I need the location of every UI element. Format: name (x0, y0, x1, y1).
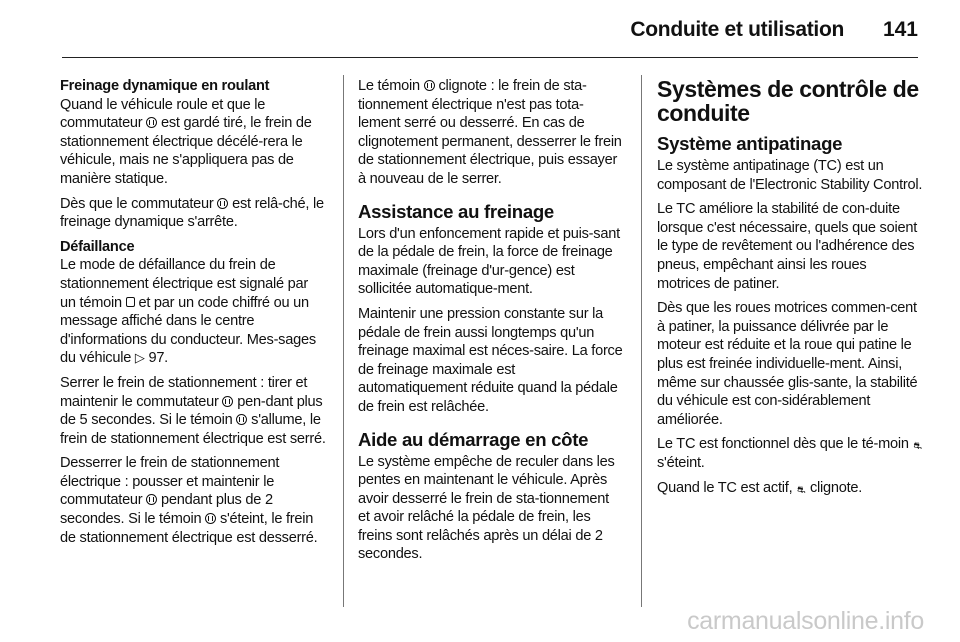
paragraph (60, 454, 326, 547)
paragraph: Dès que les roues motrices commen-cent à patiner, la puissance délivrée par le moteur est réduite et la roue qui patine le plus est freinée individuelle-ment. Ainsi, même sur chaussée glis-sante, la stabilité du véhicule est con-sidérablement améliorée. (657, 300, 918, 428)
parking-brake-icon (236, 414, 247, 425)
parking-brake-icon (424, 80, 435, 91)
text: s'éteint. (657, 454, 705, 471)
parking-brake-icon (146, 117, 157, 128)
paragraph (60, 195, 326, 232)
paragraph (358, 77, 624, 189)
paragraph (60, 77, 326, 189)
text: Le témoin (358, 78, 424, 94)
column-divider (641, 75, 642, 607)
text: Dès que le commutateur (60, 195, 218, 212)
column-middle (358, 77, 624, 570)
page-number: 141 (882, 18, 918, 41)
text: est gardé tiré, le frein de stationnement électrique décélé-rera le véhicule, mais ne s'appliquera pas de manière statique. (60, 115, 312, 187)
traction-control-icon: ⛐ (796, 484, 806, 496)
run-heading: Freinage dynamique en roulant (60, 78, 270, 94)
text: Le TC est fonctionnel dès que le té-moin (657, 436, 913, 453)
text: est relâ-ché, le freinage dynamique s'arrête. (60, 195, 324, 231)
text: Le mode de défaillance du frein de stationnement électrique est signalé par un témoin (60, 257, 308, 311)
header-divider (62, 57, 918, 58)
text: Quand le TC est actif, (657, 479, 797, 496)
text: clignote : le frein de sta-tionnement électrique n'est pas tota-lement serré ou desserré. En cas de clignotement permanent, desserrer le frein de stationnement électrique, puis essayer à nouveau de le serrer. (358, 78, 622, 187)
paragraph (60, 374, 326, 448)
paragraph (657, 435, 923, 472)
page-reference[interactable]: 97. (148, 350, 168, 367)
text: Desserrer le frein de stationnement électrique : pousser et maintenir le commutateur (60, 455, 280, 509)
paragraph (657, 479, 923, 498)
heading-brake-assist: Assistance au freinage (358, 200, 554, 222)
paragraph: Le système empêche de reculer dans les pentes en maintenant le véhicule. Après avoir desserré le frein de sta-tionnement et avoir relâché la pédale de frein, les freins sont relâchés après un délai de 2 secondes. (358, 453, 615, 563)
parking-brake-icon (146, 494, 157, 505)
paragraph: Le TC améliore la stabilité de con-duite lorsque c'est nécessaire, quels que soient le type de revêtement ou l'adhérence des pneus, empêchant ainsi les roues motrices de patiner. (657, 201, 917, 292)
heading-hill-start-assist: Aide au démarrage en côte (358, 428, 589, 450)
text: Serrer le frein de stationnement : tirer et maintenir le commutateur (60, 374, 308, 410)
column-left (60, 77, 326, 553)
text: s'allume, le frein de stationnement électrique est serré. (60, 412, 326, 447)
text: clignote. (806, 479, 863, 496)
text: pendant plus de 2 secondes. Si le témoin (60, 492, 273, 528)
paragraph (60, 238, 326, 368)
chapter-heading: Systèmes de contrôle de conduite (657, 76, 919, 126)
column-divider (343, 75, 344, 607)
heading-traction-control: Système antipatinage (657, 133, 843, 154)
paragraph: Maintenir une pression constante sur la pédale de frein aussi longtemps qu'un freinage maximal est néces-saire. La force de freinage maximale est automatiquement réduite quand la pédale de frein est relâchée. (358, 305, 623, 415)
column-right (657, 77, 923, 503)
parking-brake-icon (205, 513, 216, 524)
text: s'éteint, le frein de stationnement électrique est desserré. (60, 511, 318, 546)
watermark: carmanualsonline.info (687, 607, 924, 635)
page-header (0, 0, 960, 60)
page-reference-arrow-icon: ▷ (134, 350, 145, 366)
section-title: Conduite et utilisation (630, 18, 844, 41)
parking-brake-icon (222, 396, 233, 407)
traction-control-icon: ⛐ (913, 441, 922, 453)
brake-fault-icon (126, 297, 135, 307)
run-heading: Défaillance (60, 238, 135, 255)
paragraph: Lors d'un enfoncement rapide et puis-sant de la pédale de frein, la force de freinage maximale (freinage d'ur-gence) est sollicitée automatique-ment. (358, 225, 620, 298)
text: Quand le véhicule roule et que le commutateur (60, 96, 266, 132)
text: et par un code chiffré ou un message affiché dans le centre d'informations du conducteur. Mes-sages du véhicule (60, 294, 316, 367)
text: pen-dant plus de 5 secondes. Si le témoin (60, 393, 323, 429)
parking-brake-icon (217, 198, 228, 209)
paragraph: Le système antipatinage (TC) est un composant de l'Electronic Stability Control. (657, 158, 923, 193)
